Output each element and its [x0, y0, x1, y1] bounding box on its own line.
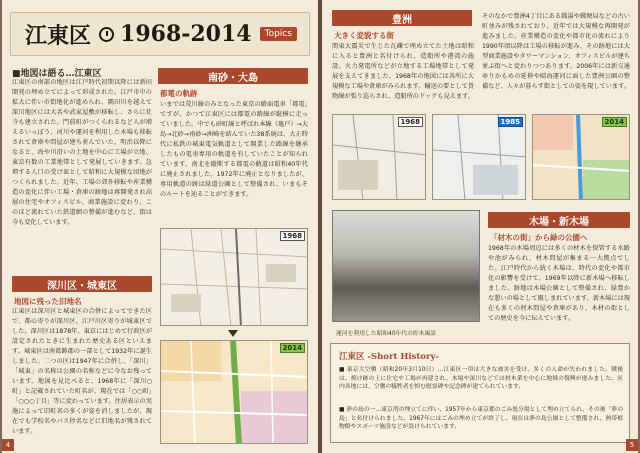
map-year-label: 1968: [398, 117, 423, 127]
minamisuna-text: いまでは荒川線のみとなった東京の路面電車「都電」ですが、かつて江東区には都電の路線が縦横に走っていました。中でも砂町線と呼ばれ本線（亀戸）→大島→北砂→南砂→洲崎を結んでいた38系統は、大正時代に私鉄の城東電気軌道として開業した路線を継承したもの電車専用の軌道を有していたことが知られています。南北を縦断する都電の軌道は昭和40年代に廃止されました。1972年に廃止となりましたが、専用軌道の跡は緑道公園として整備され、いまもそのルートを辿ることができます。: [160, 101, 308, 198]
toyosu-map-2014: [532, 114, 630, 200]
page-number: 5: [626, 439, 638, 451]
section-sub-fukagawa: 地図に残った旧地名: [14, 297, 82, 306]
section-sub-minamisuna: 都電の軌跡: [160, 89, 198, 98]
fukagawa-text: 江東区は深川区と城東区の合併によってできた区で、都心寄りが深川区、江戸川区寄りが城東区でした。深川区は1878年、東京にはじめて行政区が設定されたときに生まれた歴史ある区といえます。城東区は南葛飾郡の一部として1932年に誕生しました。二つの区は1947年に合併し、「深川」「城東」の名称は公園の名称などに今なお残っています。地図を見比べると、1968年に「深川○町」と記載されていた町名が、現在では「○○町」「○○○丁目」等に変わっています。住居表示の実施によって旧町名の多くが姿を消しましたが、現在でも学校名やバス停名などに旧地名が残されています。: [12, 308, 152, 435]
page-title-block: [10, 12, 310, 56]
intro-text: 江東区の南部の地区は江戸時代初期以降には新田開発の埋め立てによって形成された。江戸市中の拡大に伴い市街地化が進められ、隅田川を越えて深川地区には大名や武家屋敷が移転し、さらに社寺も建立された。門前町がつくられるなど人が増えるいっぽう、河川や運河を利用した木場も移転されて倉庫や問屋が建ち並んでいた。明治以降になると、海や川沿いの土地を中心に工場が立地、東京有数の工業地帯として発展していきます。急増する人口の受け皿として昭和に大規模な団地がつくられました。近年、工場の郊外移転や産業構造の変化に伴い工場・倉庫の跡地は再開発され高層の住宅やオフィスビル、商業施設に変わり、このほど流れていた鉄道網の整備が進むなど、街は今も変化しています。: [12, 79, 152, 226]
topics-badge: Topics: [260, 27, 297, 41]
page-number: 4: [2, 439, 14, 451]
right-page: [322, 0, 638, 453]
toyosu-map-1968: [332, 114, 426, 200]
toyosu-map-1985: [432, 114, 526, 200]
map-1968-drawing: [161, 229, 308, 326]
map-year-label: 1968: [280, 231, 305, 241]
toyosu-map-1985-drawing: [433, 115, 526, 200]
left-page: [2, 0, 318, 453]
history-item: ■ 東京大空襲（昭和20年3月10日）…江東区一帯は大きな被害を受け、多くの人命が失われました。戦後は、焼け跡の上に住宅や工場が再建され、木場や深川などでは材木業を中心に地域の復興が進みました。区内各地には、空襲の犠牲者を悼む慰霊碑や記念碑が建てられています。: [339, 367, 623, 390]
toyosu-map-1968-drawing: [333, 115, 426, 200]
map-year-label: 1985: [498, 117, 523, 127]
section-sub-kiba: 「材木の街」から緑の公園へ: [490, 233, 588, 242]
short-history-box: [330, 343, 630, 443]
map-year-label: 2014: [280, 343, 305, 353]
section-bar-kiba: 木場・新木場: [488, 212, 630, 228]
section-sub-toyosu: 大きく変貌する街: [334, 31, 394, 40]
photo-caption: 運河を利用した昭和40年代の貯木風景: [336, 331, 437, 337]
section-bar-toyosu: 豊洲: [332, 10, 472, 26]
kiba-text: 1968年の木場周辺には多くの材木を保管する水路や池がみられ、材木問屋が集まる一大拠点でした。江戸時代から続く木場は、時代の変化や都市化の影響を受けて、1969年以降に新木場へ移転しました。跡地は木場公園として整備され、緑豊かな憩いの場として親しまれています。新木場には現在も多くの材木問屋や倉庫があり、木材の街としての歴史を今に伝えています。: [488, 245, 630, 322]
map-year-label: 2014: [602, 117, 627, 127]
lumber-pond-photo: [332, 210, 480, 322]
section-bar-fukagawa: 深川区・城東区: [12, 276, 152, 292]
intro-heading: ■地図は語る…江東区: [12, 69, 102, 79]
map-1968: [160, 228, 308, 326]
toyosu-map-2014-drawing: [533, 115, 630, 200]
section-bar-minamisuna: 南砂・大島: [158, 68, 308, 84]
year-range: 1968-2014: [120, 21, 252, 47]
toyosu-text-b: そのなかで豊洲4丁目にある銭湯や郵便局などの古い町並みが残されており、近年では大規模な再開発が進みました。産業構造の変化や都市化の流れにより1990年頃以降は工場の移転が進み、その跡地には大型商業施設やタワーマンション、オフィスビルが建ち並ぶ街へと変わりつつあります。2006年には新交通ゆりかもめの延伸や晴海運河に面した豊洲公園の整備など、人々が暮らす街としての姿を現しています。: [482, 13, 630, 90]
short-history-title: 江東区 -Short History-: [339, 352, 439, 362]
toyosu-text-a: 関東大震災で生じた瓦礫で埋め立てた土地は昭和に入ると豊洲と名付けられ、造船所や港湾の施設、火力発電所などが立地する工場地帯として発展を支えてきました。1968年の地図には各所に大規模な工場や倉庫がみられます。輸送の要として貨物線が張り巡らされ、造船所のドックも見えます。: [332, 43, 474, 100]
page-title: 江東区: [25, 22, 92, 49]
map-2014: [160, 340, 308, 444]
clock-icon: [99, 27, 114, 42]
arrow-down-icon: [228, 330, 238, 337]
history-item: ■ 夢の島の一…東京湾の埋立てに伴い、1957年から東京都のごみ処分場として埋め立てられ、その後「夢の島」と名付けられました。1967年にはごみの埋め立てが終了し、現在は夢の島公園として整備され、熱帯植物館やスポーツ施設などが設けられています。: [339, 407, 623, 430]
map-2014-drawing: [161, 341, 308, 444]
